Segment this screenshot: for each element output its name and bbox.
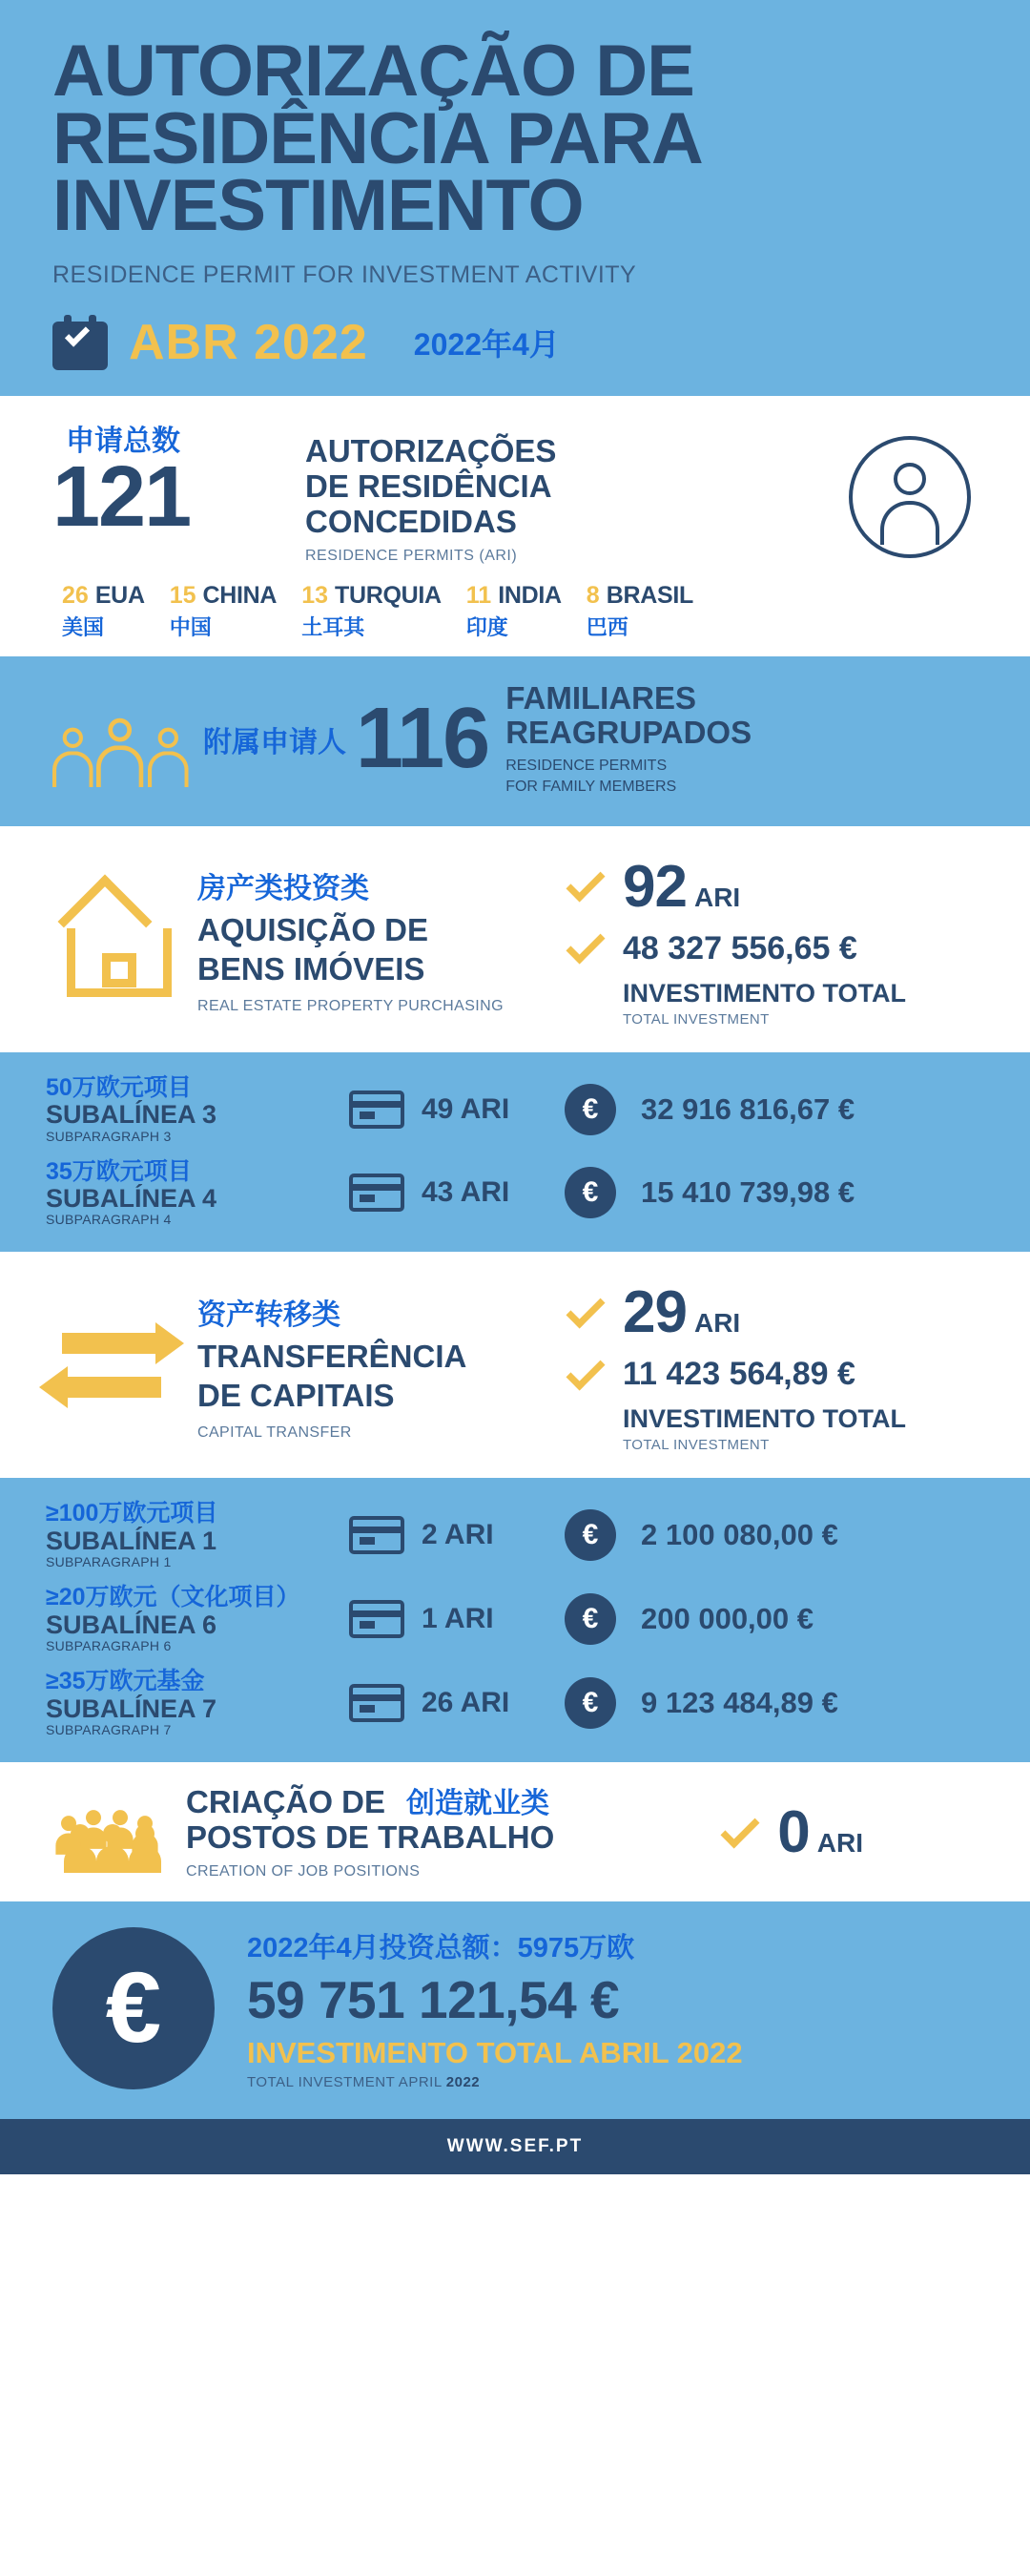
country-item [170, 582, 277, 641]
total-sublabel-year: 2022 [445, 2073, 481, 2090]
country-name-cn: 土耳其 [301, 614, 365, 639]
capital-transfer-count-unit: ARI [693, 1308, 741, 1339]
subline-ari: 26 ARI [422, 1686, 510, 1718]
family-section [0, 656, 1030, 826]
real-estate-label: AQUISIÇÃO DE BENS IMÓVEIS [197, 911, 429, 987]
subline-row [46, 1152, 984, 1236]
capital-transfer-investment-label: INVESTIMENTO TOTAL [623, 1404, 907, 1434]
subline-ari: 1 ARI [422, 1603, 494, 1635]
job-creation-section [0, 1762, 1030, 1901]
capital-transfer-sublabel: CAPITAL TRANSFER [197, 1424, 352, 1442]
family-group-icon [52, 692, 196, 787]
job-creation-cn-label: 创造就业类 [406, 1787, 550, 1819]
subline-cn-label: 35万欧元项目 [46, 1157, 192, 1185]
card-icon [349, 1684, 404, 1722]
check-icon [566, 1289, 605, 1328]
calendar-check-icon [52, 315, 108, 370]
job-creation-count-unit: ARI [816, 1828, 863, 1859]
family-label: FAMILIARES REAGRUPADOS [505, 679, 752, 751]
country-name-cn: 美国 [62, 614, 105, 639]
total-label: INVESTIMENTO TOTAL ABRIL 2022 [247, 2035, 743, 2069]
real-estate-section [0, 826, 1030, 1052]
country-name: EUA [94, 581, 145, 609]
real-estate-sublabel: REAL ESTATE PROPERTY PURCHASING [197, 998, 504, 1015]
country-name-cn: 印度 [465, 614, 508, 639]
job-creation-count-row [722, 1798, 978, 1866]
subline-cn-label: ≥35万欧元基金 [46, 1668, 205, 1695]
capital-transfer-sublines [0, 1478, 1030, 1762]
permits-cn-label: 申请总数 [66, 426, 180, 458]
check-icon [566, 1351, 605, 1390]
permits-label: AUTORIZAÇÕES DE RESIDÊNCIA CONCEDIDAS [305, 433, 557, 539]
card-icon [349, 1516, 404, 1554]
real-estate-amount: 48 327 556,65 € [623, 929, 857, 966]
subline-name-en: SUBPARAGRAPH 6 [46, 1638, 172, 1654]
real-estate-count-row [567, 853, 978, 921]
euro-symbol-icon: € [52, 1927, 215, 2089]
job-creation-count: 0 [777, 1799, 810, 1866]
capital-transfer-label: TRANSFERÊNCIA DE CAPITAIS [197, 1338, 467, 1413]
country-item [301, 582, 442, 641]
euro-circle-icon: € [565, 1084, 616, 1135]
country-item [466, 582, 562, 641]
subline-ari: 43 ARI [422, 1176, 510, 1209]
card-icon [349, 1174, 404, 1212]
family-count: 116 [356, 691, 489, 787]
card-icon [349, 1091, 404, 1129]
page-title [52, 31, 978, 247]
permits-section [0, 396, 1030, 656]
country-count: 11 [465, 581, 492, 609]
real-estate-amount-row [567, 930, 978, 967]
subline-cn-label: ≥20万欧元（文化项目） [46, 1584, 300, 1611]
subline-ari: 49 ARI [422, 1092, 510, 1125]
permits-sublabel: RESIDENCE PERMITS (ARI) [305, 547, 518, 564]
person-circle-icon [849, 436, 971, 558]
date-label-cn: 2022年4月 [413, 327, 560, 363]
date-row [52, 314, 978, 371]
capital-transfer-amount: 11 423 564,89 € [623, 1356, 855, 1393]
family-cn-label: 附属申请人 [203, 726, 346, 758]
country-breakdown [52, 582, 978, 641]
subline-name-en: SUBPARAGRAPH 4 [46, 1212, 172, 1228]
country-item [587, 582, 693, 641]
subline-amount: 15 410 739,98 € [641, 1175, 855, 1210]
country-name: TURQUIA [335, 581, 442, 609]
title-line-1: AUTORIZAÇÃO DE [52, 31, 694, 112]
country-count: 8 [586, 581, 600, 609]
subline-name-en: SUBPARAGRAPH 7 [46, 1721, 172, 1737]
subline-amount: 32 916 816,67 € [641, 1091, 855, 1126]
header-section [0, 0, 1030, 396]
country-count: 13 [301, 581, 328, 609]
subline-row [46, 1493, 984, 1577]
date-label-pt: ABR 2022 [129, 315, 368, 371]
subline-amount: 200 000,00 € [641, 1602, 814, 1636]
job-creation-label: CRIAÇÃO DE 创造就业类 POSTOS DE TRABALHO [186, 1783, 555, 1855]
real-estate-investment-sublabel: TOTAL INVESTMENT [623, 1010, 770, 1028]
capital-transfer-investment-sublabel: TOTAL INVESTMENT [623, 1437, 770, 1454]
subline-amount: 9 123 484,89 € [641, 1685, 838, 1719]
capital-transfer-cn-label: 资产转移类 [197, 1298, 340, 1331]
country-name-cn: 中国 [169, 614, 212, 639]
capital-transfer-count-row [567, 1278, 978, 1346]
footer-url[interactable]: WWW.SEF.PT [0, 2119, 1030, 2174]
check-icon [566, 863, 605, 903]
total-sublabel: TOTAL INVESTMENT APRIL 2022 [247, 2073, 481, 2090]
capital-transfer-section [0, 1252, 1030, 1478]
real-estate-investment-label: INVESTIMENTO TOTAL [623, 978, 907, 1008]
total-investment-section [0, 1901, 1030, 2119]
country-count: 26 [62, 581, 89, 609]
job-creation-sublabel: CREATION OF JOB POSITIONS [186, 1862, 421, 1880]
capital-transfer-count: 29 [623, 1279, 687, 1346]
subline-name-en: SUBPARAGRAPH 3 [46, 1128, 172, 1144]
subline-amount: 2 100 080,00 € [641, 1518, 838, 1552]
subline-name: SUBALÍNEA 7 [46, 1693, 217, 1723]
page-subtitle: RESIDENCE PERMIT FOR INVESTMENT ACTIVITY [52, 261, 637, 289]
check-icon [566, 925, 605, 965]
subline-ari: 2 ARI [422, 1519, 494, 1551]
real-estate-count-unit: ARI [693, 882, 741, 912]
title-line-2: RESIDÊNCIA PARA [52, 97, 703, 179]
subline-row [46, 1068, 984, 1152]
country-name: CHINA [202, 581, 278, 609]
euro-circle-icon: € [565, 1593, 616, 1645]
country-name-cn: 巴西 [586, 614, 628, 639]
card-icon [349, 1600, 404, 1638]
capital-transfer-amount-row [567, 1356, 978, 1393]
subline-name: SUBALÍNEA 3 [46, 1100, 217, 1130]
country-name: INDIA [498, 581, 562, 609]
subline-row [46, 1577, 984, 1661]
subline-name: SUBALÍNEA 1 [46, 1526, 217, 1555]
total-amount: 59 751 121,54 € [247, 1969, 620, 2029]
subline-row [46, 1661, 984, 1745]
family-sublabel: RESIDENCE PERMITS FOR FAMILY MEMBERS [505, 758, 677, 796]
permits-count: 121 [52, 449, 191, 546]
euro-circle-icon: € [565, 1509, 616, 1561]
country-name: BRASIL [606, 581, 693, 609]
total-cn-label: 2022年4月投资总额：5975万欧 [247, 1932, 635, 1963]
title-line-3: INVESTIMENTO [52, 165, 584, 247]
euro-circle-icon: € [565, 1167, 616, 1218]
real-estate-sublines [0, 1052, 1030, 1253]
subline-name: SUBALÍNEA 4 [46, 1184, 217, 1213]
check-icon [721, 1809, 760, 1848]
real-estate-count: 92 [623, 853, 687, 920]
real-estate-cn-label: 房产类投资类 [197, 872, 369, 904]
country-count: 15 [169, 581, 196, 609]
country-item [62, 582, 145, 641]
transfer-arrows-icon [52, 1314, 186, 1419]
subline-cn-label: ≥100万欧元项目 [46, 1500, 218, 1527]
subline-name: SUBALÍNEA 6 [46, 1610, 217, 1639]
job-people-icon [52, 1793, 167, 1873]
house-icon [52, 883, 186, 997]
subline-cn-label: 50万欧元项目 [46, 1073, 192, 1101]
subline-name-en: SUBPARAGRAPH 1 [46, 1554, 172, 1570]
euro-circle-icon: € [565, 1677, 616, 1729]
